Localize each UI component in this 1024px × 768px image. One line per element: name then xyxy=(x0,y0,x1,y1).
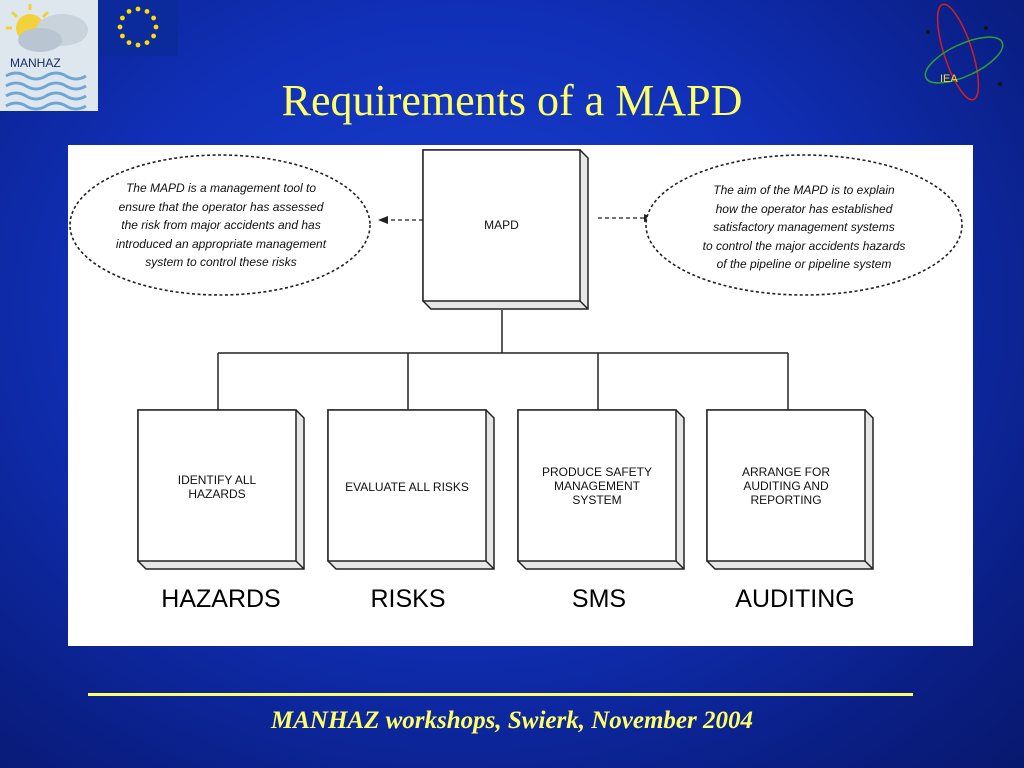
diagram-panel xyxy=(68,145,973,646)
footer-text: MANHAZ workshops, Swierk, November 2004 xyxy=(271,707,753,734)
mapd-box-label: MAPD xyxy=(484,218,519,232)
right-note-line: to control the major accidents hazards xyxy=(702,238,906,253)
left-note-line: introduced an appropriate management xyxy=(115,236,327,251)
box-text-line: PRODUCE SAFETY xyxy=(541,465,652,479)
box-text-line: REPORTING xyxy=(750,493,822,507)
right-note-line: The aim of the MAPD is to explain xyxy=(713,183,895,197)
left-arrow-head xyxy=(378,216,388,224)
sms-label: SMS xyxy=(571,585,627,613)
hazards-label: HAZARDS xyxy=(161,585,281,613)
right-note-line: of the pipeline or pipeline system xyxy=(716,257,892,271)
auditing-box-text xyxy=(707,465,865,507)
right-note-line: satisfactory management systems xyxy=(713,220,895,234)
box-text-line: SYSTEM xyxy=(572,493,622,507)
risks-label: RISKS xyxy=(370,585,446,613)
box-text-line: MANAGEMENT xyxy=(553,479,640,493)
connector-lines xyxy=(218,310,788,410)
box-text-line: AUDITING AND xyxy=(743,479,829,493)
auditing-label: AUDITING xyxy=(735,585,855,613)
eu-stars-icon xyxy=(98,0,178,56)
right-note xyxy=(666,181,942,274)
risks-box-text xyxy=(328,480,486,494)
right-note-line: how the operator has established xyxy=(715,201,893,216)
iea-logo-label: IEA xyxy=(940,73,958,85)
left-note-line: ensure that the operator has assessed xyxy=(118,199,324,214)
box-text-line: EVALUATE ALL RISKS xyxy=(345,480,469,494)
box-text-line: ARRANGE FOR xyxy=(741,465,830,479)
box-text-line: HAZARDS xyxy=(188,487,246,501)
sms-box-text xyxy=(518,465,676,507)
box-text-line: IDENTIFY ALL xyxy=(177,473,257,487)
eu-flag-logo xyxy=(98,0,178,56)
left-note xyxy=(90,179,352,272)
footer-divider xyxy=(88,693,913,696)
left-note-line: system to control these risks xyxy=(145,255,297,269)
manhaz-logo-label: MANHAZ xyxy=(10,56,61,70)
left-note-line: the risk from major accidents and has xyxy=(121,218,321,232)
left-note-line: The MAPD is a management tool to xyxy=(125,181,317,195)
hazards-box-text xyxy=(138,473,296,501)
slide-title: Requirements of a MAPD xyxy=(281,76,743,125)
